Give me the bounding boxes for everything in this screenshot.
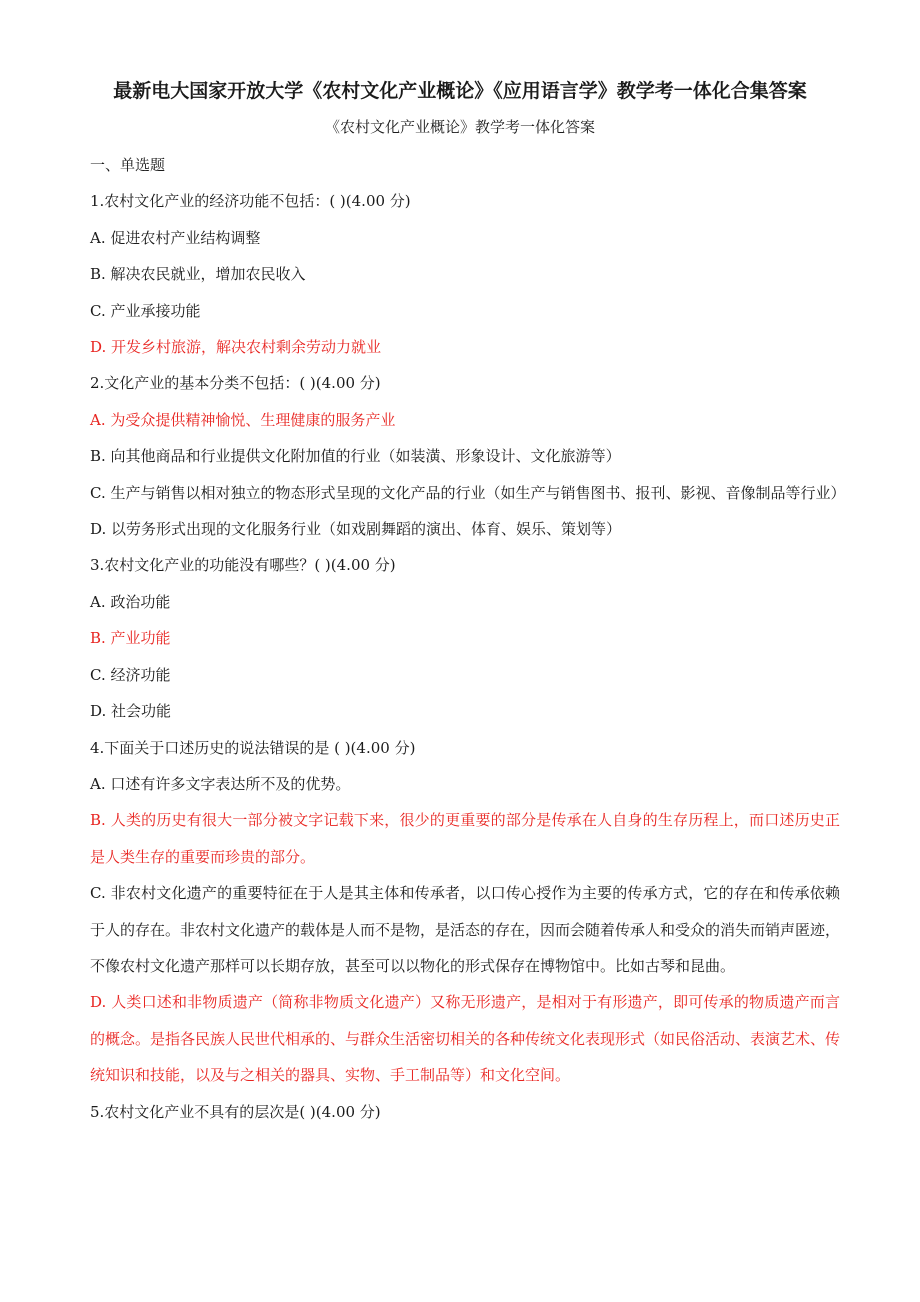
document-subtitle: 《农村文化产业概论》教学考一体化答案 [324,118,595,136]
option-a-correct: A. 为受众提供精神愉悦、生理健康的服务产业 [90,410,396,429]
option-c: C. 非农村文化遗产的重要特征在于人是其主体和传承者，以口传心授作为主要的传承方式，它的存在和传承依赖于人的存在。非农村文化遗产的载体是人而不是物，是活态的存在，因而会随着传承人和受众的消失而销声匿迹，不像农村文化遗产那样可以长期存放，甚至可以以物化的形式保存在博物馆中。比如古琴和昆曲。 [90,884,841,975]
option-d-correct: D. 人类口述和非物质遗产（简称非物质文化遗产）又称无形遗产，是相对于有形遗产，即可传承的物质遗产而言的概念。是指各民族人民世代相承的、与群众生活密切相关的各种传统文化表现形式（如民俗活动、表演艺术、传统知识和技能，以及与之相关的器具、实物、手工制品等）和文化空间。 [90,993,841,1085]
option-c: C. 产业承接功能 [90,301,201,320]
question-stem: 1.农村文化产业的经济功能不包括：( )(4.00 分) [90,192,411,211]
document-title: 最新电大国家开放大学《农村文化产业概论》《应用语言学》教学考一体化合集答案 [113,80,807,102]
option-b: B. 解决农民就业，增加农民收入 [90,265,306,284]
option-a: A. 政治功能 [90,592,171,611]
question-stem: 3.农村文化产业的功能没有哪些？( )(4.00 分) [90,556,396,575]
question-stem: 4.下面关于口述历史的说法错误的是 ( )(4.00 分) [90,738,416,757]
option-a: A. 口述有许多文字表达所不及的优势。 [90,774,351,793]
option-b: B. 向其他商品和行业提供文化附加值的行业（如装潢、形象设计、文化旅游等） [90,447,621,466]
section-heading: 一、单选题 [90,156,166,174]
option-d: D. 社会功能 [90,702,172,721]
option-c: C. 经济功能 [90,665,171,684]
question-stem: 5.农村文化产业不具有的层次是( )(4.00 分) [90,1102,381,1121]
option-d: D. 以劳务形式出现的文化服务行业（如戏剧舞蹈的演出、体育、娱乐、策划等） [90,520,622,539]
option-c: C. 生产与销售以相对独立的物态形式呈现的文化产品的行业（如生产与销售图书、报刊、影视、音像制品等行业） [90,483,846,502]
question-list [90,147,846,1130]
question-stem: 2.文化产业的基本分类不包括：( )(4.00 分) [90,374,381,393]
option-b-correct: B. 产业功能 [90,629,171,648]
option-b-correct: B. 人类的历史有很大一部分被文字记载下来，很少的更重要的部分是传承在人自身的生存历程上，而口述历史正是人类生存的重要而珍贵的部分。 [90,811,840,866]
option-d-correct: D. 开发乡村旅游，解决农村剩余劳动力就业 [90,338,382,357]
option-a: A. 促进农村产业结构调整 [90,228,261,247]
